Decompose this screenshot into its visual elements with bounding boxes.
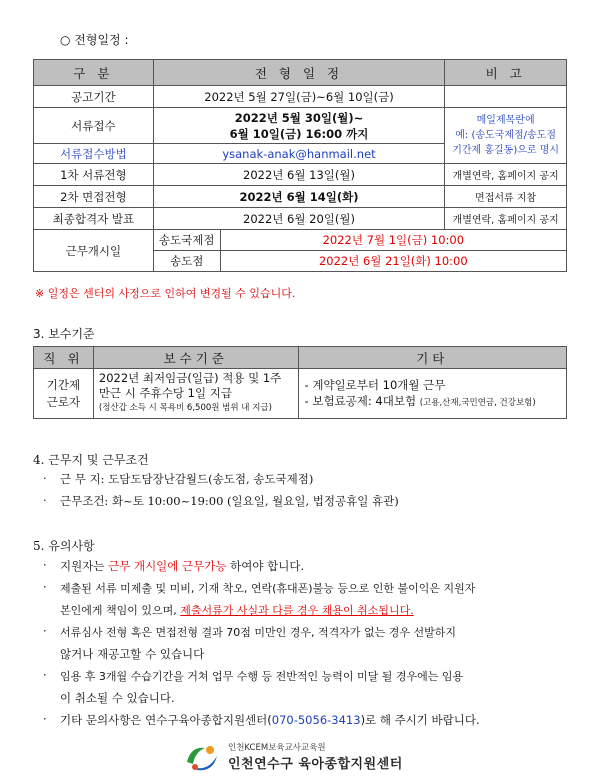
- phone-number[interactable]: 070-5056-3413: [271, 713, 361, 727]
- bullet-dot: ·: [43, 471, 47, 485]
- start-sub-label: 송도국제점: [153, 230, 220, 251]
- footer-org-small: 인천KCEM보육교사교육원: [228, 743, 326, 753]
- bullet-dot: ·: [43, 712, 47, 726]
- note-5-end: )로 해 주시기 바랍니다.: [360, 713, 480, 727]
- etc-line-2-detail: (고용,산재,국민연금, 건강보험): [419, 397, 536, 408]
- bullet-dot: ·: [43, 624, 47, 638]
- header-position: 직 위: [34, 347, 94, 369]
- header-etc: 기타: [298, 347, 566, 369]
- row-note: 면접서류 지참: [445, 186, 567, 208]
- table-header-row: [34, 347, 567, 369]
- header-pay: 보수기준: [93, 347, 298, 369]
- row-label: 서류접수방법: [34, 144, 154, 164]
- docs-note-1: 메일제목란에: [476, 115, 535, 126]
- start-date: 2022년 6월 21일(화) 10:00: [220, 251, 566, 272]
- row-label: 서류접수: [34, 108, 154, 144]
- table-row: [34, 208, 567, 230]
- position-line-1: 기간제: [46, 377, 81, 392]
- note-2-line-1: 제출된 서류 미제출 및 미비, 기재 착오, 연락(휴대폰)불능 등으로 인한 불이익은 지원자: [60, 582, 476, 595]
- header-category: 구 분: [34, 60, 154, 86]
- row-label: 2차 면접전형: [34, 186, 154, 208]
- pay-line-3: (정산갑 소득 시 목욕비 6,500원 범위 내 지급): [98, 403, 272, 413]
- notes-heading: 5. 유의사항: [33, 539, 95, 553]
- schedule-table: [33, 59, 567, 272]
- table-row: [34, 369, 567, 419]
- table-row: [34, 164, 567, 186]
- row-label: 최종합격자 발표: [34, 208, 154, 230]
- schedule-heading: ○ 전형일정 :: [60, 33, 129, 47]
- note-2-highlight: 제출서류가 사실과 다를 경우 채용이 취소됩니다.: [180, 604, 414, 617]
- note-3-line-2: 않거나 재공고할 수 있습니다: [60, 647, 205, 661]
- docs-date-start: 2022년 5월 30일(월)~: [234, 110, 364, 125]
- row-value: 2022년 6월 14일(화): [153, 186, 445, 208]
- pay-heading: 3. 보수기준: [33, 327, 95, 341]
- footer-org-name: 인천연수구 육아종합지원센터: [228, 757, 403, 772]
- note-3-line-1: 서류심사 전형 혹은 면접전형 결과 70점 미만인 경우, 적격자가 없는 경우 선발하지: [60, 626, 456, 639]
- start-sub-label: 송도점: [153, 251, 220, 272]
- etc-line-1: - 계약일로부터 10개월 근무: [304, 377, 446, 392]
- pay-table: [33, 346, 567, 419]
- table-row: [34, 186, 567, 208]
- table-header-row: [34, 60, 567, 86]
- etc-line-2: - 보험료공제: 4대보험: [304, 393, 417, 408]
- table-row: [34, 230, 567, 251]
- bullet-dot: ·: [43, 558, 47, 572]
- row-label: 1차 서류전형: [34, 164, 154, 186]
- note-4-line-1: 임용 후 3개월 수습기간을 거쳐 업무 수행 등 전반적인 능력이 미달 될 경우에는 임용: [60, 670, 464, 683]
- row-label: 공고기간: [34, 86, 154, 108]
- position-line-2: 근로자: [46, 394, 81, 409]
- row-value: 2022년 5월 27일(금)~6월 10일(금): [153, 86, 445, 108]
- center-logo-icon: [183, 740, 223, 774]
- pay-line-1: 2022년 최저임금(일급) 적용 및 1주: [98, 371, 282, 385]
- note-4-line-2: 이 취소될 수 있습니다.: [60, 691, 175, 705]
- pay-line-2: 만근 시 주휴수당 1일 지급: [98, 386, 232, 400]
- schedule-warning: ※ 일정은 센터의 사정으로 인하여 변경될 수 있습니다.: [35, 287, 296, 300]
- table-row: [34, 108, 567, 144]
- table-row: [34, 86, 567, 108]
- header-remarks: 비 고: [445, 60, 567, 86]
- row-value: 2022년 6월 13일(월): [153, 164, 445, 186]
- bullet-dot: ·: [43, 668, 47, 682]
- docs-note-2: 예: (송도국제점/송도점: [455, 130, 556, 141]
- row-note: 개별연락, 홈페이지 공지: [445, 208, 567, 230]
- row-label: 근무개시일: [34, 230, 154, 272]
- bullet-dot: ·: [43, 580, 47, 594]
- note-2-line-2: 본인에게 책임이 있으며,: [60, 604, 177, 617]
- email-link[interactable]: ysanak-anak@hanmail.net: [153, 144, 445, 164]
- note-1-highlight: 근무 개시일에 근무가능: [108, 559, 227, 573]
- location-item-1: 근 무 지: 도담도담장난감월드(송도점, 송도국제점): [60, 472, 314, 486]
- location-heading: 4. 근무지 및 근무조건: [33, 453, 149, 467]
- note-1-end: 하여야 합니다.: [230, 559, 305, 573]
- note-5-text: 기타 문의사항은 연수구육아종합지원센터(: [60, 713, 272, 727]
- row-value: 2022년 6월 20일(월): [153, 208, 445, 230]
- header-schedule: 전 형 일 정: [153, 60, 445, 86]
- location-item-2: 근무조건: 화~토 10:00~19:00 (일요일, 월요일, 법정공휴일 휴관): [60, 494, 399, 508]
- docs-note-3: 기간제 홍길동)으로 명시: [452, 145, 560, 156]
- row-note: 개별연락, 홈페이지 공지: [445, 164, 567, 186]
- bullet-dot: ·: [43, 493, 47, 507]
- start-date: 2022년 7월 1일(금) 10:00: [220, 230, 566, 251]
- docs-date-end: 6월 10일(금) 16:00 까지: [229, 126, 369, 141]
- note-1-text: 지원자는: [60, 559, 105, 573]
